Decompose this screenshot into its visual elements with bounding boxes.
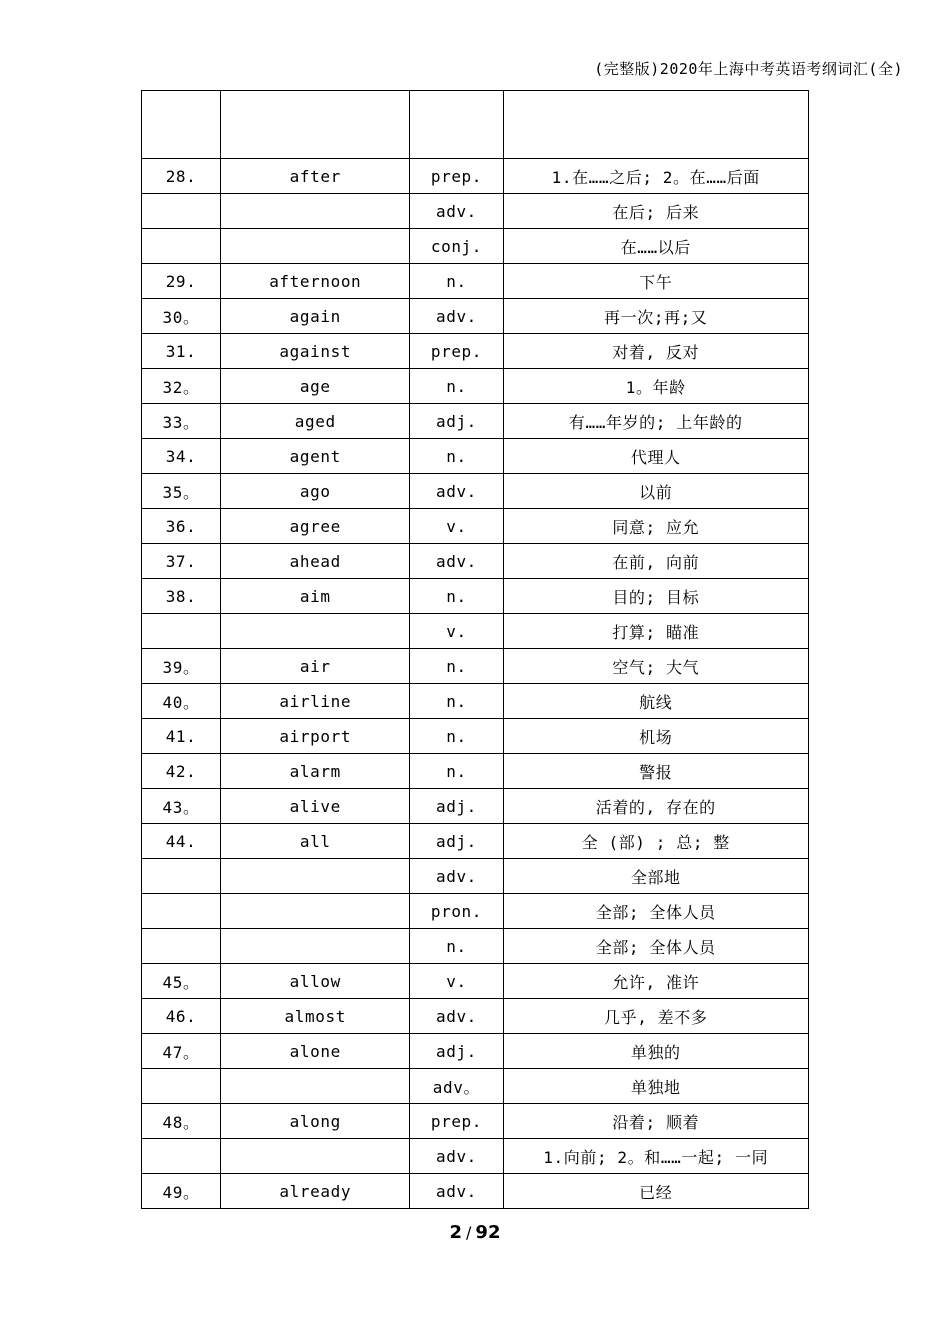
entry-part-of-speech: adv.	[410, 194, 503, 229]
entry-word: alive	[221, 789, 410, 824]
entry-number	[142, 91, 221, 159]
entry-part-of-speech: prep.	[410, 1104, 503, 1139]
entry-part-of-speech: adv.	[410, 474, 503, 509]
entry-number	[142, 1069, 221, 1104]
table-row	[142, 509, 809, 544]
entry-word	[221, 859, 410, 894]
entry-part-of-speech: n.	[410, 579, 503, 614]
entry-definition: 全部; 全体人员	[503, 929, 808, 964]
entry-part-of-speech: n.	[410, 929, 503, 964]
table-row	[142, 299, 809, 334]
entry-word: along	[221, 1104, 410, 1139]
entry-definition: 在后; 后来	[503, 194, 808, 229]
entry-word: agree	[221, 509, 410, 544]
entry-number: 31.	[142, 334, 221, 369]
entry-definition: 以前	[503, 474, 808, 509]
table-row	[142, 369, 809, 404]
entry-number: 40。	[142, 684, 221, 719]
entry-number	[142, 929, 221, 964]
document-header: (完整版)2020年上海中考英语考纲词汇(全)	[594, 60, 903, 78]
entry-definition: 沿着; 顺着	[503, 1104, 808, 1139]
entry-number: 41.	[142, 719, 221, 754]
entry-number	[142, 1139, 221, 1174]
entry-word: afternoon	[221, 264, 410, 299]
entry-word: alarm	[221, 754, 410, 789]
table-row	[142, 1069, 809, 1104]
entry-definition: 下午	[503, 264, 808, 299]
entry-number: 39。	[142, 649, 221, 684]
entry-part-of-speech: adv.	[410, 999, 503, 1034]
entry-definition: 允许, 准许	[503, 964, 808, 999]
entry-part-of-speech: prep.	[410, 334, 503, 369]
entry-part-of-speech	[410, 91, 503, 159]
table-row	[142, 859, 809, 894]
entry-definition	[503, 91, 808, 159]
entry-part-of-speech: n.	[410, 649, 503, 684]
table-row	[142, 334, 809, 369]
entry-definition: 全部; 全体人员	[503, 894, 808, 929]
entry-number: 37.	[142, 544, 221, 579]
entry-definition: 单独地	[503, 1069, 808, 1104]
vocabulary-table-body	[142, 91, 809, 1209]
entry-word: ahead	[221, 544, 410, 579]
table-row	[142, 649, 809, 684]
table-row	[142, 404, 809, 439]
entry-word: already	[221, 1174, 410, 1209]
entry-definition: 1.在……之后; 2。在……后面	[503, 159, 808, 194]
vocabulary-table	[141, 90, 809, 1209]
table-row	[142, 1174, 809, 1209]
entry-word: after	[221, 159, 410, 194]
entry-part-of-speech: adj.	[410, 1034, 503, 1069]
entry-number: 44.	[142, 824, 221, 859]
entry-number: 48。	[142, 1104, 221, 1139]
entry-definition: 活着的, 存在的	[503, 789, 808, 824]
entry-definition: 航线	[503, 684, 808, 719]
table-row	[142, 684, 809, 719]
table-row	[142, 719, 809, 754]
entry-definition: 代理人	[503, 439, 808, 474]
entry-word: alone	[221, 1034, 410, 1069]
entry-number: 46.	[142, 999, 221, 1034]
entry-part-of-speech: v.	[410, 509, 503, 544]
entry-word: against	[221, 334, 410, 369]
entry-definition: 几乎, 差不多	[503, 999, 808, 1034]
table-row	[142, 544, 809, 579]
entry-word: aged	[221, 404, 410, 439]
entry-number	[142, 194, 221, 229]
entry-word	[221, 929, 410, 964]
table-row	[142, 229, 809, 264]
entry-number: 36.	[142, 509, 221, 544]
entry-word: age	[221, 369, 410, 404]
entry-number	[142, 229, 221, 264]
entry-word: again	[221, 299, 410, 334]
entry-part-of-speech: n.	[410, 439, 503, 474]
table-row	[142, 474, 809, 509]
entry-part-of-speech: v.	[410, 614, 503, 649]
total-pages: 92	[475, 1222, 501, 1243]
table-row	[142, 91, 809, 159]
entry-word: aim	[221, 579, 410, 614]
current-page: 2	[449, 1222, 463, 1243]
entry-part-of-speech: adv.	[410, 1139, 503, 1174]
entry-word	[221, 194, 410, 229]
table-row	[142, 614, 809, 649]
table-row	[142, 194, 809, 229]
entry-word	[221, 1069, 410, 1104]
entry-definition: 全 (部) ; 总; 整	[503, 824, 808, 859]
table-row	[142, 439, 809, 474]
entry-word: airline	[221, 684, 410, 719]
entry-part-of-speech: adj.	[410, 789, 503, 824]
entry-definition: 再一次;再;又	[503, 299, 808, 334]
entry-word	[221, 1139, 410, 1174]
entry-definition: 对着, 反对	[503, 334, 808, 369]
entry-definition: 同意; 应允	[503, 509, 808, 544]
entry-word	[221, 614, 410, 649]
entry-number: 45。	[142, 964, 221, 999]
entry-definition: 有……年岁的; 上年龄的	[503, 404, 808, 439]
page-separator: /	[466, 1223, 472, 1242]
entry-number: 33。	[142, 404, 221, 439]
entry-part-of-speech: n.	[410, 264, 503, 299]
entry-definition: 单独的	[503, 1034, 808, 1069]
entry-number: 30。	[142, 299, 221, 334]
entry-part-of-speech: adj.	[410, 824, 503, 859]
entry-word	[221, 894, 410, 929]
table-row	[142, 579, 809, 614]
entry-word: ago	[221, 474, 410, 509]
entry-word	[221, 91, 410, 159]
entry-number: 47。	[142, 1034, 221, 1069]
entry-definition: 全部地	[503, 859, 808, 894]
entry-word: agent	[221, 439, 410, 474]
table-row	[142, 824, 809, 859]
entry-definition: 1。年龄	[503, 369, 808, 404]
table-row	[142, 264, 809, 299]
page-number	[0, 1222, 950, 1243]
entry-word: airport	[221, 719, 410, 754]
entry-part-of-speech: adj.	[410, 404, 503, 439]
entry-word: allow	[221, 964, 410, 999]
entry-definition: 警报	[503, 754, 808, 789]
entry-part-of-speech: pron.	[410, 894, 503, 929]
entry-number: 35。	[142, 474, 221, 509]
entry-part-of-speech: conj.	[410, 229, 503, 264]
entry-number: 43。	[142, 789, 221, 824]
entry-part-of-speech: n.	[410, 684, 503, 719]
entry-definition: 1.向前; 2。和……一起; 一同	[503, 1139, 808, 1174]
table-row	[142, 159, 809, 194]
entry-definition: 打算; 瞄准	[503, 614, 808, 649]
entry-word: all	[221, 824, 410, 859]
entry-word: air	[221, 649, 410, 684]
entry-part-of-speech: adv.	[410, 1174, 503, 1209]
entry-word	[221, 229, 410, 264]
entry-part-of-speech: v.	[410, 964, 503, 999]
entry-number	[142, 614, 221, 649]
entry-part-of-speech: n.	[410, 719, 503, 754]
entry-number: 29.	[142, 264, 221, 299]
table-row	[142, 929, 809, 964]
entry-definition: 已经	[503, 1174, 808, 1209]
entry-number: 28.	[142, 159, 221, 194]
entry-number	[142, 894, 221, 929]
entry-definition: 在前, 向前	[503, 544, 808, 579]
entry-number: 49。	[142, 1174, 221, 1209]
entry-part-of-speech: adv.	[410, 859, 503, 894]
entry-part-of-speech: n.	[410, 754, 503, 789]
entry-number: 38.	[142, 579, 221, 614]
entry-number: 42.	[142, 754, 221, 789]
table-row	[142, 1139, 809, 1174]
table-row	[142, 999, 809, 1034]
entry-number: 32。	[142, 369, 221, 404]
table-row	[142, 894, 809, 929]
table-row	[142, 754, 809, 789]
entry-definition: 机场	[503, 719, 808, 754]
entry-number: 34.	[142, 439, 221, 474]
entry-definition: 空气; 大气	[503, 649, 808, 684]
entry-definition: 在……以后	[503, 229, 808, 264]
entry-part-of-speech: adv。	[410, 1069, 503, 1104]
table-row	[142, 1034, 809, 1069]
entry-part-of-speech: adv.	[410, 299, 503, 334]
entry-part-of-speech: prep.	[410, 159, 503, 194]
entry-part-of-speech: adv.	[410, 544, 503, 579]
entry-word: almost	[221, 999, 410, 1034]
entry-number	[142, 859, 221, 894]
table-row	[142, 1104, 809, 1139]
entry-part-of-speech: n.	[410, 369, 503, 404]
entry-definition: 目的; 目标	[503, 579, 808, 614]
table-row	[142, 789, 809, 824]
table-row	[142, 964, 809, 999]
